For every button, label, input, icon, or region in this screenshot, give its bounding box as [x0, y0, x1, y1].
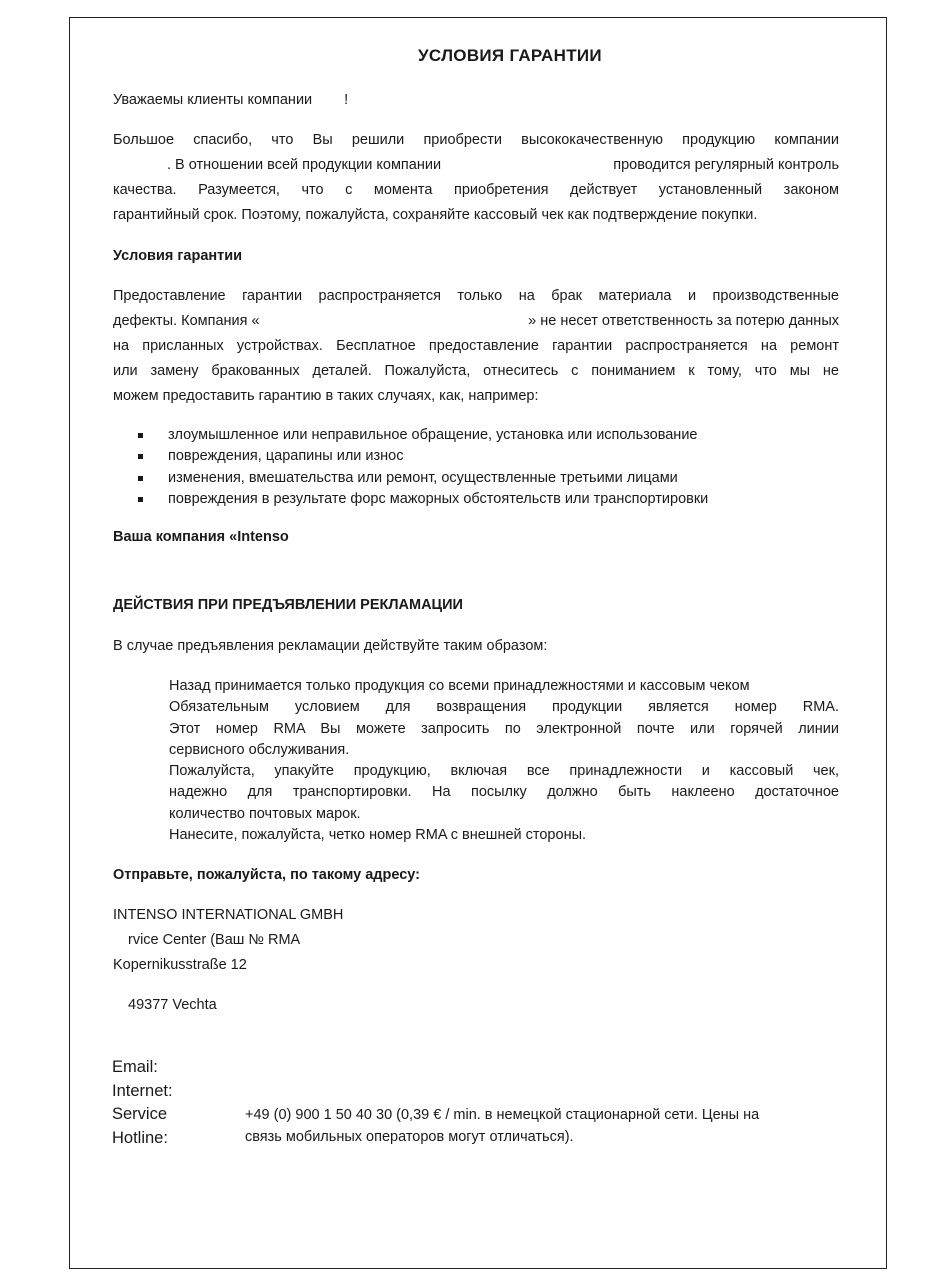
list-item-text: изменения, вмешательства или ремонт, осуществленные третьими лицами [168, 469, 678, 486]
intro-line-3: качества. Разумеется, что с момента приобретения действует установленный законом [113, 182, 839, 198]
warranty-line-2b: » не несет ответственность за потерю данных [528, 313, 839, 329]
hotline-line-1: +49 (0) 900 1 50 40 30 (0,39 € / min. в немецкой стационарной сети. Цены на [245, 1107, 760, 1123]
step-2-line-3: сервисного обслуживания. [169, 741, 350, 758]
address-service: rvice Center (Ваш № RMA [128, 932, 301, 948]
claims-steps [169, 676, 839, 846]
page-title: УСЛОВИЯ ГАРАНТИИ [418, 46, 602, 65]
warranty-line-2a: дефекты. Компания « [113, 313, 260, 329]
send-heading: Отправьте, пожалуйста, по такому адресу: [113, 867, 420, 883]
step-4: Нанесите, пожалуйста, четко номер RMA с внешней стороны. [169, 827, 587, 844]
intro-line-2 [113, 153, 839, 178]
list-item-text: повреждения, царапины или износ [168, 448, 404, 465]
intro-line-4: гарантийный срок. Поэтому, пожалуйста, сохраняйте кассовый чек как подтверждение покупки. [113, 207, 758, 223]
signature: Ваша компания «Intenso [113, 529, 289, 545]
bullet-square-icon [138, 497, 143, 502]
list-item [138, 489, 708, 510]
list-item-text: повреждения в результате форс мажорных обстоятельств или транспортировки [168, 490, 709, 507]
step-3-line-1: Пожалуйста, упакуйте продукцию, включая все принадлежности и кассовый чек, [169, 763, 839, 780]
exclusions-list [138, 425, 708, 510]
address-city: 49377 Vechta [128, 997, 217, 1013]
service-label: Service [112, 1105, 168, 1123]
list-item [138, 468, 708, 489]
step-3-line-2: надежно для транспортировки. На посылку должно быть наклеено достаточное [169, 784, 839, 801]
warranty-line-5: можем предоставить гарантию в таких случаях, как, например: [113, 388, 539, 404]
list-item [138, 446, 708, 467]
address-street: Kopernikusstraße 12 [113, 957, 247, 973]
warranty-heading: Условия гарантии [113, 248, 243, 264]
step-2-line-1: Обязательным условием для возвращения продукции является номер RMA. [169, 699, 839, 716]
warranty-line-4: или замену бракованных деталей. Пожалуйста, отнеситесь с пониманием к тому, что мы не [113, 363, 839, 379]
greeting [113, 88, 348, 113]
greeting-text: Уважаемы клиенты компании [113, 92, 313, 108]
warranty-line-2 [113, 309, 839, 334]
intro-line-2b: проводится регулярный контроль [613, 157, 839, 173]
intro-line-2a: . В отношении всей продукции компании [167, 157, 442, 173]
intro-paragraph [113, 128, 839, 228]
hotline-line-2: связь мобильных операторов могут отличаться). [245, 1129, 574, 1145]
greeting-exclamation: ! [344, 92, 349, 108]
bullet-square-icon [138, 476, 143, 481]
list-item [138, 425, 708, 446]
warranty-line-1: Предоставление гарантии распространяется только на брак материала и производственные [113, 288, 839, 304]
warranty-paragraph [113, 284, 839, 409]
intro-line-1: Большое спасибо, что Вы решили приобрести высококачественную продукцию компании [113, 132, 839, 148]
step-2-line-2: Этот номер RMA Вы можете запросить по электронной почте или горячей линии [169, 720, 839, 737]
hotline-info [245, 1104, 845, 1148]
bullet-square-icon [138, 433, 143, 438]
internet-label: Internet: [112, 1082, 173, 1100]
address-company: INTENSO INTERNATIONAL GMBH [113, 907, 344, 923]
list-item-text: злоумышленное или неправильное обращение, установка или использование [168, 427, 698, 443]
claims-heading: ДЕЙСТВИЯ ПРИ ПРЕДЪЯВЛЕНИИ РЕКЛАМАЦИИ [113, 597, 463, 613]
step-1: Назад принимается только продукция со всеми принадлежностями и кассовым чеком [169, 678, 750, 694]
claims-intro: В случае предъявления рекламации действуйте таким образом: [113, 638, 548, 654]
bullet-square-icon [138, 454, 143, 459]
step-3-line-3: количество почтовых марок. [169, 805, 361, 822]
hotline-label: Hotline: [112, 1129, 168, 1147]
warranty-line-3: на присланных устройствах. Бесплатное предоставление гарантии распространяется на ремонт [113, 338, 839, 354]
email-label: Email: [112, 1058, 158, 1076]
